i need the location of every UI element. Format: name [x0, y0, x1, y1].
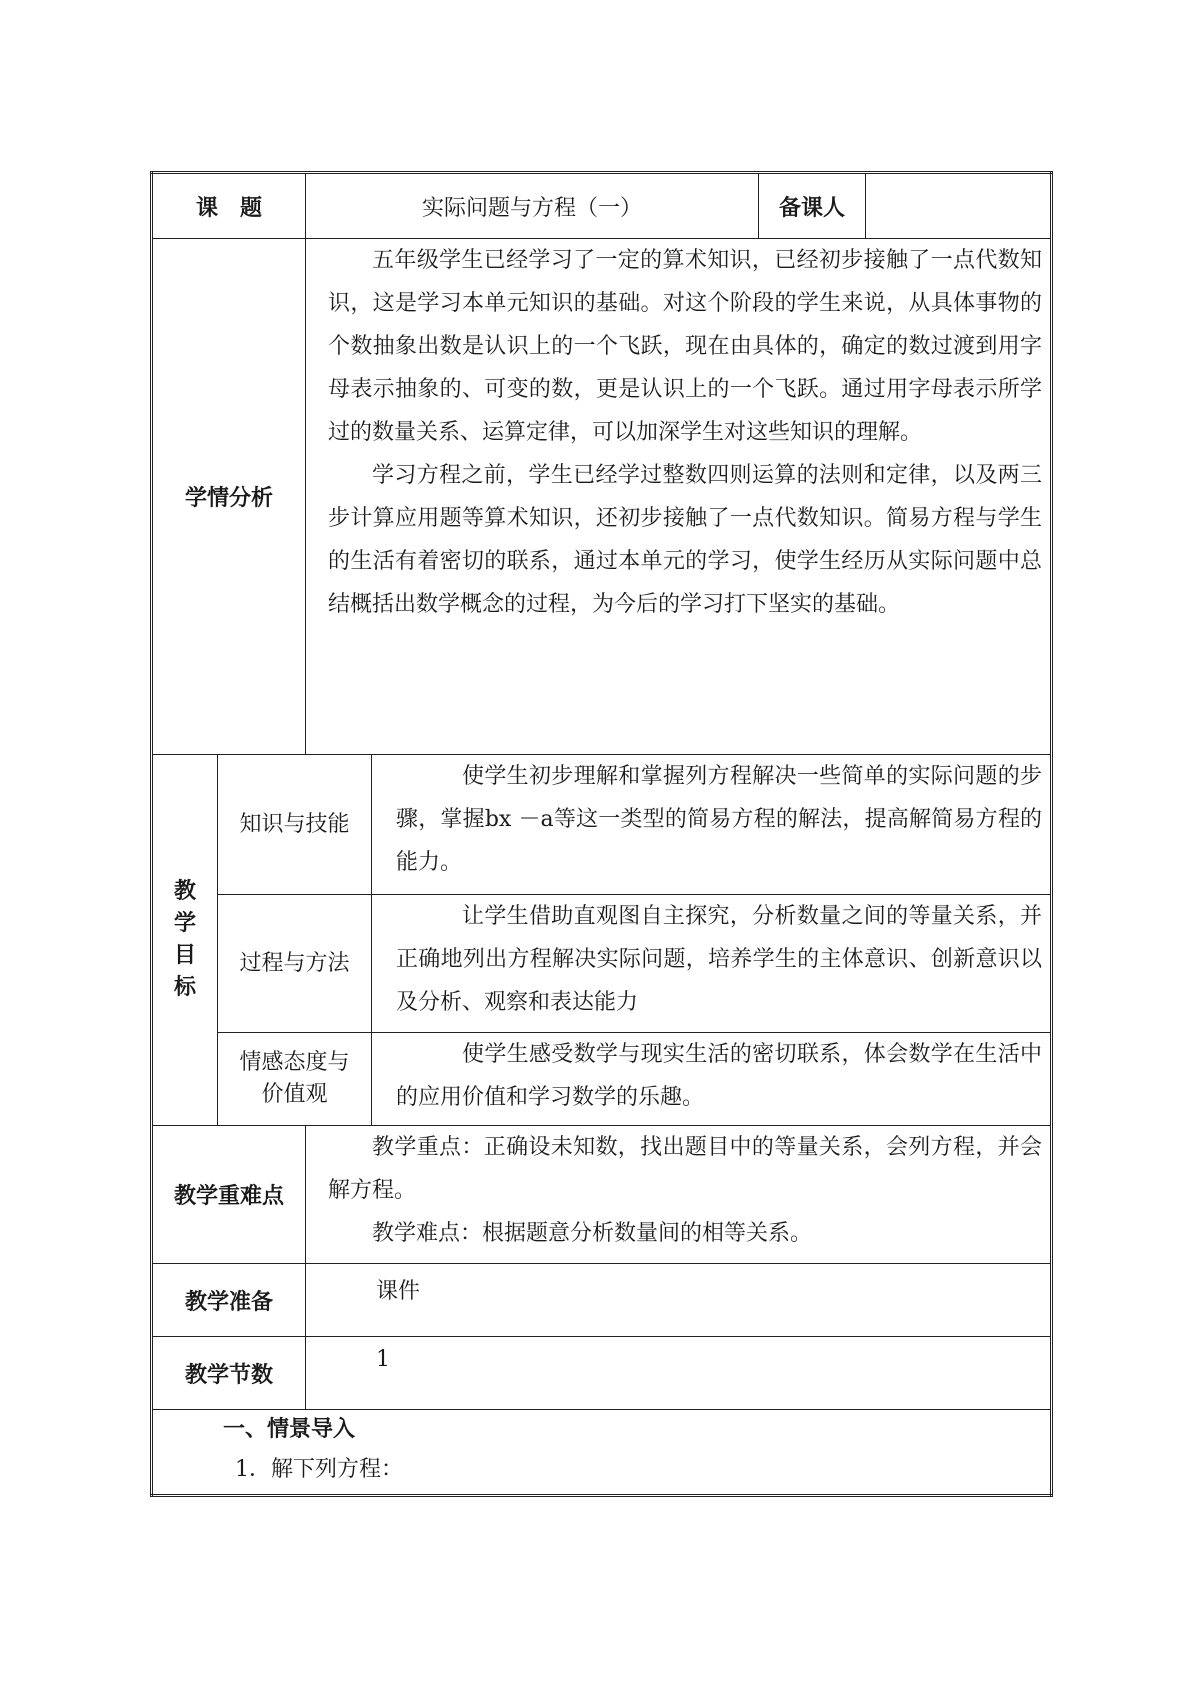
teaching-goals-label: [152, 755, 218, 1126]
goals-label-char-4: 标: [173, 975, 196, 1000]
goal-attitude-text: 使学生感受数学与现实生活的密切联系，体会数学在生活中的应用价值和学习数学的乐趣。: [396, 1042, 1043, 1110]
key-points-row: [152, 1126, 1052, 1264]
process-heading: 一、情景导入: [223, 1417, 356, 1442]
process-item-1: 1．解下列方程：: [235, 1457, 403, 1482]
process-content: [152, 1410, 1052, 1496]
periods-label: 教学节数: [152, 1337, 306, 1410]
preparer-label: 备课人: [759, 173, 866, 239]
goal-row-process: [152, 895, 1052, 1033]
key-points-focus: 教学重点：正确设未知数，找出题目中的等量关系，会列方程，并会解方程。: [328, 1135, 1043, 1203]
key-points-label: 教学重难点: [152, 1126, 306, 1264]
lesson-plan-sheet: [150, 171, 1050, 1515]
goal-row-attitude: [152, 1033, 1052, 1126]
goal-knowledge-name: 知识与技能: [218, 755, 372, 895]
periods-value: 1: [306, 1337, 1052, 1410]
topic-row: [152, 173, 1052, 239]
goal-process-name: 过程与方法: [218, 895, 372, 1033]
analysis-paragraph-1: 五年级学生已经学习了一定的算术知识，已经初步接触了一点代数知识，这是学习本单元知识的基础。对这个阶段的学生来说，从具体事物的个数抽象出数是认识上的一个飞跃，现在由具体的，确定的数过渡到用字母表示抽象的、可变的数，更是认识上的一个飞跃。通过用字母表示所学过的数量关系、运算定律，可以加深学生对这些知识的理解。: [328, 248, 1043, 445]
preparation-label: 教学准备: [152, 1264, 306, 1337]
goal-process-text: 让学生借助直观图自主探究，分析数量之间的等量关系，并正确地列出方程解决实际问题，培养学生的主体意识、创新意识以及分析、观察和表达能力: [396, 904, 1043, 1015]
preparation-value: 课件: [306, 1264, 1052, 1337]
analysis-paragraph-2: 学习方程之前，学生已经学过整数四则运算的法则和定律，以及两三步计算应用题等算术知识，还初步接触了一点代数知识。简易方程与学生的生活有着密切的联系，通过本单元的学习，使学生经历从实际问题中总结概括出数学概念的过程，为今后的学习打下坚实的基础。: [328, 463, 1043, 617]
goal-row-knowledge: [152, 755, 1052, 895]
topic-label: 课 题: [152, 173, 306, 239]
periods-row: [152, 1337, 1052, 1410]
topic-value: 实际问题与方程（一）: [306, 173, 759, 239]
process-row: [152, 1410, 1052, 1496]
goal-attitude-text-cell: [372, 1033, 1052, 1126]
preparer-value: [866, 173, 1052, 239]
lesson-plan-table: [150, 171, 1053, 1497]
goal-attitude-name: [218, 1033, 372, 1126]
goals-label-char-2: 学: [173, 911, 196, 936]
student-analysis-label: 学情分析: [152, 239, 306, 755]
goal-knowledge-text: 使学生初步理解和掌握列方程解决一些简单的实际问题的步骤，掌握bx －a等这一类型的简易方程的解法，提高解简易方程的能力。: [396, 764, 1043, 875]
goal-knowledge-text-cell: [372, 755, 1052, 895]
student-analysis-row: [152, 239, 1052, 755]
key-points-content: [306, 1126, 1052, 1264]
key-points-difficulty: 教学难点：根据题意分析数量间的相等关系。: [372, 1221, 813, 1246]
goal-attitude-name-line-1: 情感态度与: [239, 1050, 350, 1075]
goal-attitude-name-line-2: 价值观: [261, 1082, 328, 1107]
student-analysis-content: [306, 239, 1052, 755]
goals-label-char-3: 目: [173, 943, 196, 968]
preparation-row: [152, 1264, 1052, 1337]
goal-process-text-cell: [372, 895, 1052, 1033]
goals-label-char-1: 教: [173, 879, 196, 904]
